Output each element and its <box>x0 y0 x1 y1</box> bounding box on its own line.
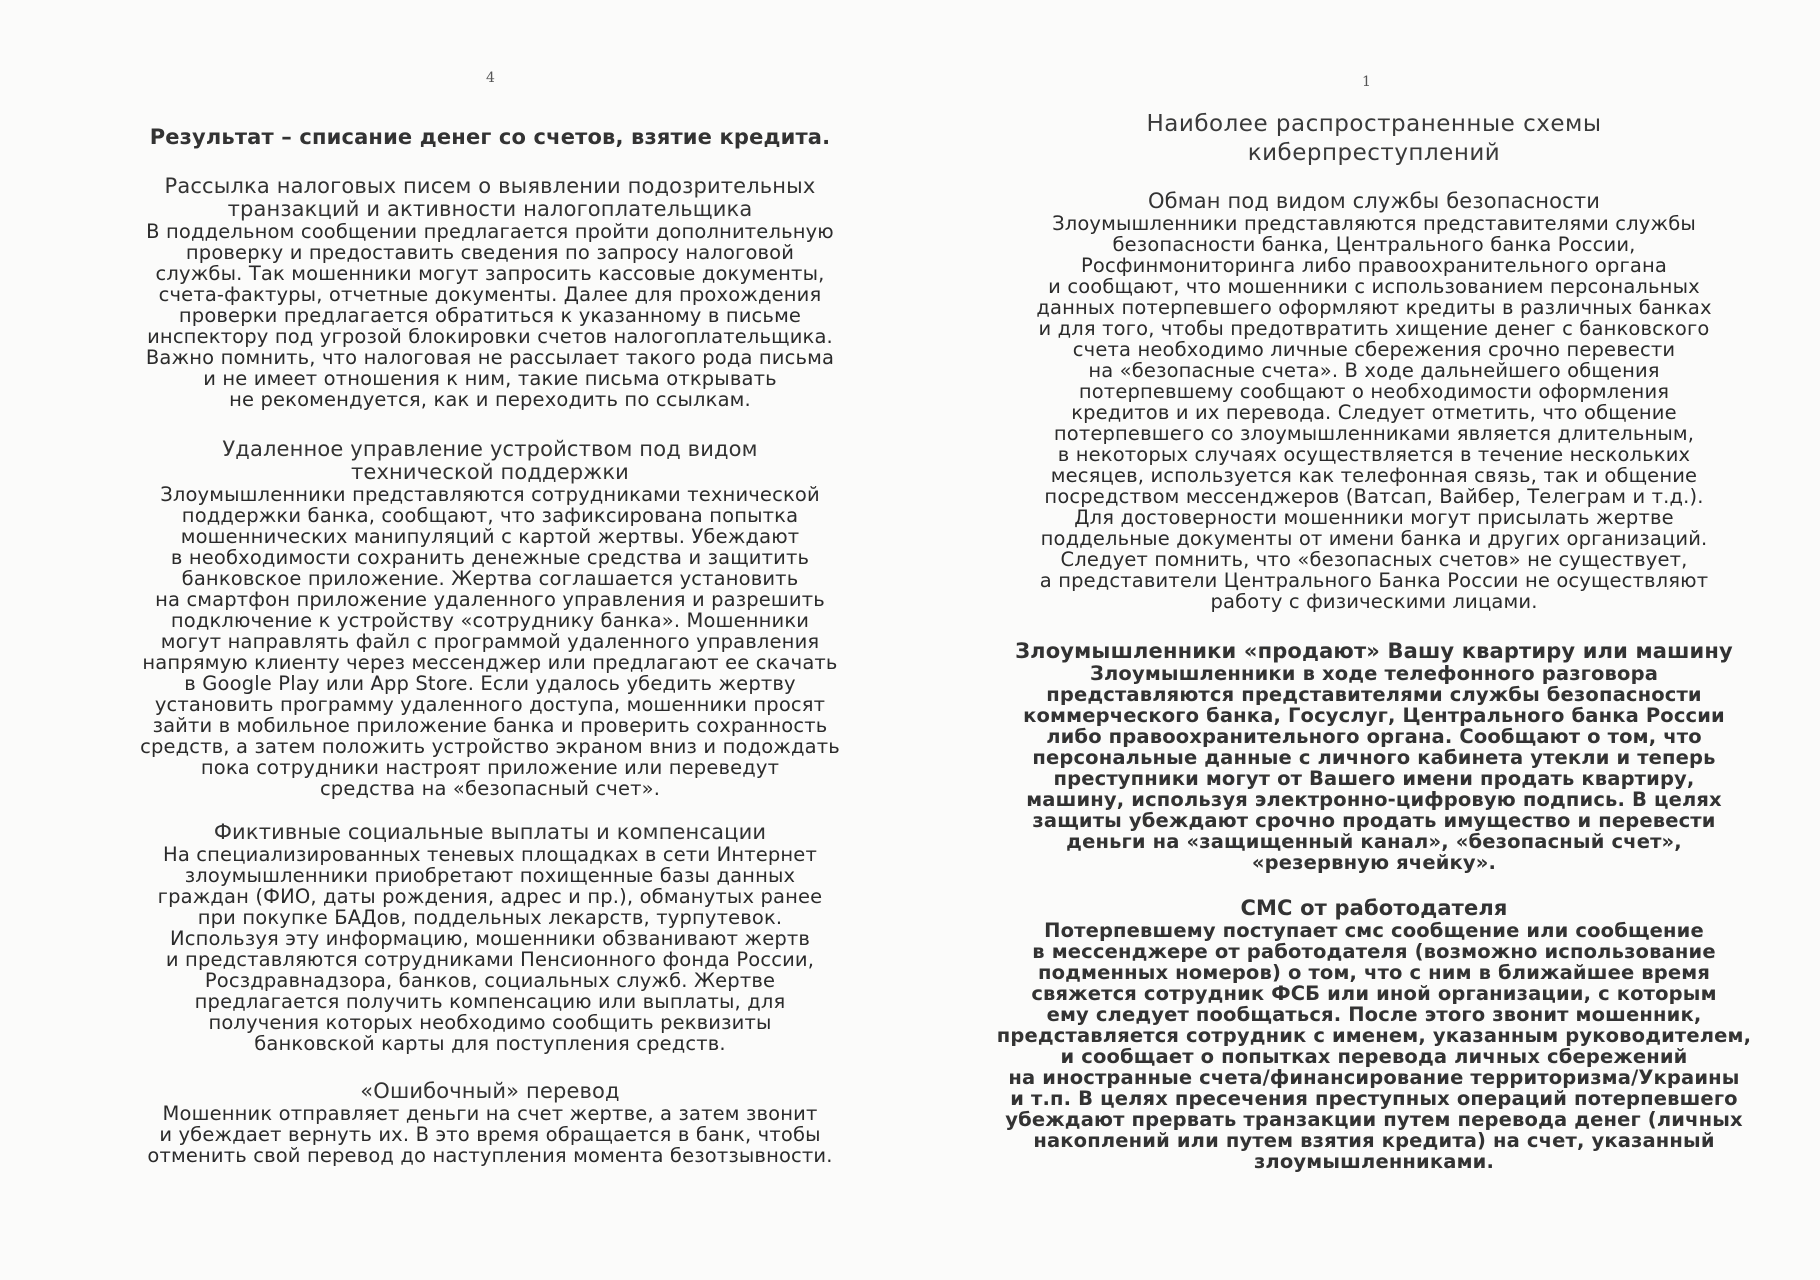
section-heading: Злоумышленники «продают» Вашу квартиру или машину <box>1015 639 1733 663</box>
section-heading: Удаленное управление устройством под видом технической поддержки <box>222 437 758 484</box>
page-number: 4 <box>486 70 495 86</box>
right-page <box>930 0 1820 1280</box>
section-remote-access <box>40 438 940 799</box>
section-employer-sms <box>934 897 1814 1172</box>
section-body: На специализированных теневых площадках в сети Интернет злоумышленники приобретают похищенные базы данных граждан (ФИО, даты рождения, адрес и пр.), обманутых ранее при покупке БАДов, поддельных лекарств, турпутевок. Используя эту информацию, мошенники обзванивают жертв и представляются сотрудниками Пенсионного фонда России, Росздравнадзора, банков, социальных служб. Жертве предлагается получить компенсацию или выплаты, для получения которых необходимо сообщить реквизиты банковской карты для поступления средств. <box>157 843 823 1055</box>
section-heading: Рассылка налоговых писем о выявлении подозрительных транзакций и активности налогоплательщика <box>164 174 816 221</box>
section-heading: «Ошибочный» перевод <box>360 1079 620 1103</box>
section-body: Злоумышленники представляются сотрудниками технической поддержки банка, сообщают, что зафиксирована попытка мошеннических манипуляций с картой жертвы. Убеждают в необходимости сохранить денежные средства и защитить банковское приложение. Жертва соглашается установить на смартфон приложение удаленного управления и разрешить подключение к устройству «сотруднику банка». Мошенники могут направлять файл с программой удаленного управления напрямую клиенту через мессенджер или предлагают ее скачать в Google Play или App Store. Если удалось убедить жертву установить программу удаленного доступа, мошенники просят зайти в мобильное приложение банка и проверить сохранность средств, а затем положить устройство экраном вниз и подождать пока сотрудники настроят приложение или переведут средства на «безопасный счет». <box>140 483 840 800</box>
right-column <box>934 110 1814 1172</box>
section-body: Злоумышленники представляются представителями службы безопасности банка, Центрального банка России, Росфинмониторинга либо правоохранительного органа и сообщают, что мошенники с использованием персональных данных потерпевшего оформляют кредиты в различных банках и для того, чтобы предотвратить хищение денег с банковского счета необходимо личные сбережения срочно перевести на «безопасные счета». В ходе дальнейшего общения потерпевшему сообщают о необходимости оформления кредитов и их перевода. Следует отметить, что общение потерпевшего со злоумышленниками является длительным, в некоторых случаях осуществляется в течение нескольких месяцев, используется как телефонная связь, так и общение посредством мессенджеров (Ватсап, Вайбер, Телеграм и т.д.). Для достоверности мошенники могут присылать жертве поддельные документы от имени банка и других организаций. Следует помнить, что «безопасных счетов» не существует, а представители Центрального Банка России не осуществляют работу с физическими лицами. <box>1036 212 1712 613</box>
section-body: Потерпевшему поступает смс сообщение или сообщение в мессенджере от работодателя (возможно использование подменных номеров) о том, что с ним в ближайшее время свяжется сотрудник ФСБ или иной организации, с которым ему следует пообщаться. После этого звонит мошенник, представляется сотрудник с именем, указанным руководителем, и сообщает о попытках перевода личных сбережений на иностранные счета/финансирование территоризма/Украины и т.п. В целях пресечения преступных операций потерпевшего убеждают прервать транзакции путем перевода денег (личных накоплений или путем взятия кредита) на счет, указанный злоумышленниками. <box>996 919 1752 1173</box>
section-property-sale <box>934 640 1814 873</box>
lede: Результат – списание денег со счетов, взятие кредита. <box>149 125 831 149</box>
section-body: Мошенник отправляет деньги на счет жертве, а затем звонит и убеждает вернуть их. В это время обращается в банк, чтобы отменить свой перевод до наступления момента безотзывности. <box>147 1102 833 1167</box>
section-tax-letters <box>40 175 940 410</box>
page-number: 1 <box>1362 74 1371 90</box>
section-heading: СМС от работодателя <box>1240 896 1508 920</box>
section-body: В поддельном сообщении предлагается пройти дополнительную проверку и предоставить сведения по запросу налоговой службы. Так мошенники могут запросить кассовые документы, счета-фактуры, отчетные документы. Далее для прохождения проверки предлагается обратиться к указанному в письме инспектору под угрозой блокировки счетов налогоплательщика. Важно помнить, что налоговая не рассылает такого рода письма и не имеет отношения к ним, такие письма открывать не рекомендуется, как и переходить по ссылкам. <box>145 220 835 411</box>
left-column <box>40 126 940 1166</box>
page-title: Наиболее распространенные схемы киберпреступлений <box>1146 111 1602 166</box>
section-body: Злоумышленники в ходе телефонного разговора представляются представителями службы безопасности коммерческого банка, Госуслуг, Центрального банка России либо правоохранительного органа. Сообщают о том, что персональные данные с личного кабинета утекли и теперь преступники могут от Вашего имени продать квартиру, машину, используя электронно-цифровую подпись. В целях защиты убеждают срочно продать имущество и перевести деньги на «защищенный канал», «безопасный счет», «резервную ячейку». <box>1023 662 1725 874</box>
section-mistaken-transfer <box>40 1080 940 1166</box>
section-heading: Фиктивные социальные выплаты и компенсации <box>213 820 767 844</box>
section-heading: Обман под видом службы безопасности <box>1147 189 1601 213</box>
section-fake-payments <box>40 821 940 1054</box>
section-security-service <box>934 190 1814 612</box>
